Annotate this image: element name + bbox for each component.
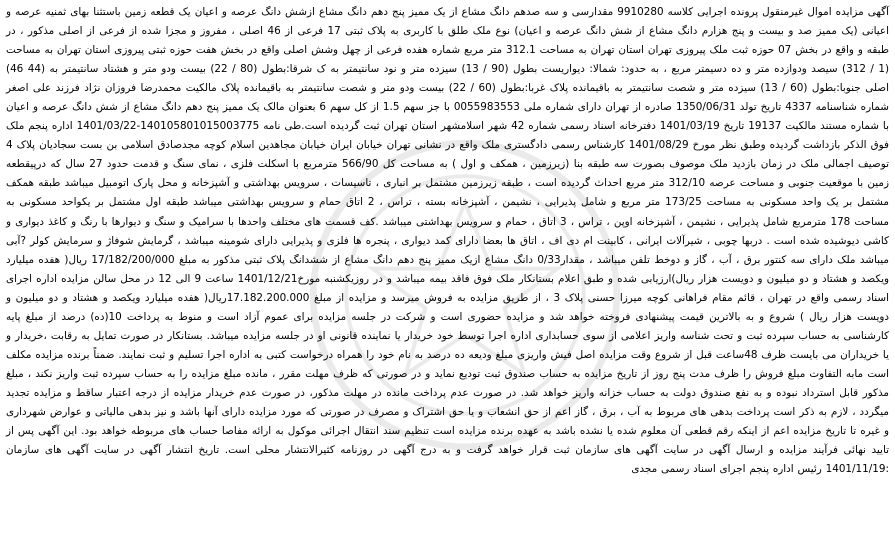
auction-notice-text: آگهی مزایده اموال غیرمنقول پرونده اجرایی کلاسه 9910280 مقدارسی و سه صدهم دانگ مشاع از یک ممیز پنج دهم دانگ مشاع ازشش دانگ عرصه و اعیان یک قطعه زمین باستثنا بهای ثمنیه عرصه و اعیانی (یک ممیز صد و بیست و پنج هزارم دانگ مشاع از شش دانگ عرصه و اعیان) نوع ملک طلق با کاربری به پلاک ثبتی 17 فرعی از 46 اصلی ، مفروز و مجزا شده از فرعی از اصلی مذکور ، در طبقه و واقع در بخش 07 حوزه ثبت ملک پیروزی تهران استان تهران به مساحت 312.1 متر مربع شماره هفده فرعی از چهل وشش اصلی واقع در بخش هفت حوزه ثبتی پیروزی استان تهران به مساحت (1 / 312) سیصد ودوازده متر و ده دسیمتر مربع ، به حدود: شمالا: دیواریست بطول (90 / 13) سیزده متر و نود سانتیمتر به ک شرقا:بطول (80 / 22) بیست ودو متر و هشتاد سانتیمتر به (44 46) اصلی جنوبا:بطول (60 / 13) سیزده متر و شصت سانتیمتر به باقیمانده پلاک غربا:بطول (60 / 22) بیست ودو متر و شصت سانتیمتر به باقیمانده پلاک مالکیت محمدرضا فروزان نژاد فرزند علی اصغر شماره شناسنامه 4337 تاریخ تولد 1350/06/31 صادره از تهران دارای شماره ملی 0055983553 با جز سهم 1.5 از کل سهم 6 بعنوان مالک یک ممیز پنج دهم دانگ مشاع از شش دانگ عرصه و اعیان با شماره مستند مالکیت 19137 تاریخ 1401/03/19 دفترخانه اسناد رسمی شماره 42 شهر اسلامشهر استان تهران ثبت گردیده است.طی نامه 140105801015003775-1401/03/22 اداره پنجم ملک فوق الذکر بازداشت گردیده وطبق نظر مورخ 1401/08/29 کارشناس رسمی دادگستری ملک واقع در نشانی تهران خیابان ایران خیابان مجاهدین اسلام کوچه مجدصادق اسلامی بن بست سجادیان پلاک 4 توصیف اجمالی ملک در زمان بازدید ملک موصوف بصورت سه طبقه بنا (زیرزمین ، همکف و اول ) به مساحت کل 566/90 مترمربع با اسکلت فلزی ، نمای سنگ و قدمت حدود 27 سال که درپیقطعه زمین با موقعیت جنوبی و مساحت عرصه 312/10 متر مربع احداث گردیده است ، طبقه زیرزمین مشتمل بر انباری ، تاسیسات ، سرویس بهداشتی و آشپزخانه و محل پارک اتومبیل میباشد طبقه همکف مشتمل بر یک واحد مسکونی به مساحت 173/25 متر مربع و شامل پذیرایی ، نشیمن ، آشپزخانه بسته ، تراس ، 2 اتاق حمام و سرویس بهداشتی میباشد طبقه اول مشتمل بر یکواحد مسکونی به مساحت 178 مترمربع شامل پذیرایی ، نشیمن ، آشپزخانه اوپن ، تراس ، 3 اتاق ، حمام و سرویس بهداشتی میباشد .کف قسمت های مختلف واحدها با سرامیک و سنگ و دیوارها با رنگ و کاغذ دیواری و کاشی دیوشیده شده است . دربها چوبی ، شیرآلات ایرانی ، کابینت ام دی اف ، اتاق ها بعضا دارای کمد دیواری ، پنجره ها فلزی و پذیرایی دارای شومینه میباشد ، گرمایش شوفاژ و سرمایش کولر ?آبی میباشد ملک دارای سه کنتور برق ، آب ، گاز و دوخط تلفن میباشد ، مقدار0/33 دانگ مشاع ازیک ممیز پنج دهم دانگ مشاع از ششدانگ پلاک ثبتی مذکور به مبلغ 17/182/200/000 ریال( هفده میلیارد ویکصد و هشتاد و دو میلیون و دویست هزار ریال)ارزیابی شده و طبق اعلام بستانکار ملک فوق فاقد بیمه میباشد و در روزیکشنبه مورخ1401/12/21 ساعت 9 الی 12 در محل سالن مزایده اداره اجرای اسناد رسمی واقع در تهران ، قائم مقام فراهانی کوچه میرزا حسنی پلاک 3 ، از طریق مزایده به فروش میرسد و مزایده از مبلغ 17.182.200.000ریال( هفده میلیارد ویکصد و هشتاد و دو میلیون و دویست هزار ریال ) شروع و به بالاترین قیمت پیشنهادی فروخته خواهد شد و مزایده حضوری است و شرکت در جلسه مزایده برای عموم آزاد است و منوط به پرداخت 10(ده) درصد از مبلغ پایه کارشناسی به حساب سپرده ثبت و تحت شناسه واریز اعلامی از سوی حسابداری اداره اجرا توسط خود خریدار یا نماینده قانونی او در جلسه مزایده میباشد. بستانکار در صورت تمایل به رقابت ،خریدار و یا خریداران می بایست ظرف 48ساعت قبل از شروع وقت مزایده اصل فیش واریزی مبلغ ودیعه ده درصد به نام خود را همراه درخواست کتبی به اداره اجرا تسلیم و ثبت نمایند. ضمناً برنده مزایده مکلف است مابه التفاوت مبلغ فروش را ظرف مدت پنج روز از تاریخ مزایده به حساب صندوق ثبت تودیع نماید و در صورتی که ظرف مهلت مقرر ، مانده مبلغ مزایده را به حساب سپرده ثبت واریز نکند ، مبلغ مذکور قابل استرداد نبوده و به نفع صندوق دولت به حساب خزانه واریز خواهد شد. در صورت عدم پرداخت مانده در مهلت مذکور، در صورت عدم خریدار مزایده از درجه اعتبار ساقط و مزایده تجدید میگردد ، لازم به ذکر است پرداخت بدهی های مربوط به آب ، برق ، گاز اعم از حق انشعاب و یا حق اشتراک و مصرف در صورتی که مورد مزایده دارای آنها باشد و نیز بدهی مالیاتی و عوارض شهرداری و غیره تا تاریخ مزایده اعم از اینکه رقم قطعی آن معلوم شده یا نشده باشد به عهده برنده مزایده است تنظیم سند انتقال اجرائی موکول به ارائه مفاصا حساب های مربوطه خواهد بود. این آگهی پس از تایید نهائی فرآیند مزایده و ارسال آگهی در سایت آگهی های سازمان ثبت قرار خواهد گرفت و به درج آگهی در روزنامه کثیرالانتشار محلی است. تاریخ انتشار آگهی در سایت آگهی های سازمان :1401/11/19 رئیس اداره پنجم اجرای اسناد رسمی مجدی <box>6 6 890 476</box>
